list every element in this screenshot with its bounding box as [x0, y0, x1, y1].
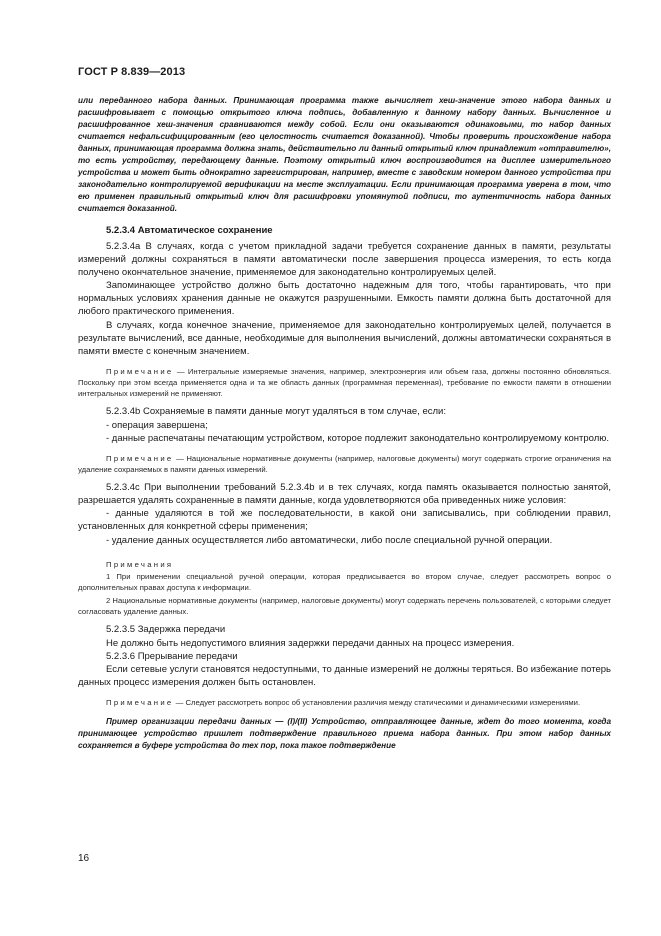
note-text: — Следует рассмотреть вопрос об установлении различия между статическими и динамическими измерениями.	[173, 697, 581, 707]
paragraph-5235: Не должно быть недопустимого влияния задержки передачи данных на процесс измерения.	[106, 637, 515, 649]
note-text: — Интегральные измеряемые значения, например, электроэнергия или объем газа, должны постоянно обновляться. Поскольку при этом всегда применяется одна и та же область данных (программная переменная), требование по емкости памяти в отношении интегральных измерений не применяют.	[78, 366, 611, 399]
note-national-documents	[78, 453, 611, 475]
example-paragraph: Пример организации передачи данных — (I)/(II) Устройство, отправляющее данные, ждет до того момента, когда принимающее устройство пришлет подтверждение правильного приема набора данных. При этом набор данных сохраняется в буфере устройства до тех пор, пока такое подтверждение	[78, 717, 611, 751]
note-text: — Национальные нормативные документы (например, налоговые документы) могут содержать строгие ограничения на удаление сохраняемых в памяти данных измерений.	[78, 453, 611, 474]
list-item: - данные распечатаны печатающим устройством, которое подлежит законодательно контролируемому контролю.	[106, 432, 609, 444]
paragraph-5234a: 5.2.3.4a В случаях, когда с учетом прикладной задачи требуется сохранение данных в памяти, результаты измерений должны сохраняться в памяти автоматически после завершения процесса измерения, то есть когда получено окончательное значение, применяемое для законодательно контролируемых целей.	[78, 241, 611, 279]
section-heading-5235: 5.2.3.5 Задержка передачи	[106, 624, 226, 636]
list-item: - удаление данных осуществляется либо автоматически, либо после специальной ручной операции.	[106, 534, 553, 546]
note-integral-values	[78, 366, 611, 400]
note-static-dynamic	[78, 697, 611, 708]
note-label: Примечание	[106, 453, 174, 463]
list-item: - данные удаляются в той же последовательности, в какой они записывались, при соблюдении правил, установленных для конкретной сферы применения;	[78, 508, 611, 533]
section-heading-5236: 5.2.3.6 Прерывание передачи	[106, 650, 238, 662]
intro-italic-paragraph: или переданного набора данных. Принимающая программа также вычисляет хеш-значение этого набора данных и расшифровывает с помощью открытого ключа подпись, добавленную к данному набору данных. Вычисленное и расшифрованное хеш-значения сравниваются между собой. Если они оказываются одинаковыми, то набор данных считается нефальсифицированным (его целостность считается доказанной). Чтобы проверить происхождение набора данных, принимающая программа должна знать, действительно ли данный открытый ключ принадлежит «отправителю», то есть устройству, передающему данные. Поэтому открытый ключ воспроизводится на дисплее измерительного устройства и может быть однократно зарегистрирован, например, вместе с заводским номером данного устройства при законодательно контролируемой верификации на месте эксплуатации. Если принимающая программа уверена в том, что ею применен правильный открытый ключ для расшифровки упомянутой подписи, то аутентичность набора данных считается доказанной.	[78, 96, 611, 213]
list-item: - операция завершена;	[106, 419, 208, 431]
note-item: 2 Национальные нормативные документы (например, налоговые документы) могут содержать перечень пользователей, с которыми следует согласовать удаление данных.	[78, 596, 611, 617]
note-label: Примечание	[106, 697, 174, 707]
notes-title: Примечания	[106, 559, 174, 569]
paragraph-computed-values: В случаях, когда конечное значение, применяемое для законодательно контролируемых целей, получается в результате вычислений, все данные, необходимые для выполнения вычислений, должны автоматически сохраняться в памяти вместе с конечным значением.	[78, 319, 611, 357]
note-item: 1 При применении специальной ручной операции, которая предписывается во втором случае, следует рассмотреть вопрос о дополнительных правах доступа к информации.	[78, 571, 611, 592]
paragraph-storage-reliability: Запоминающее устройство должно быть достаточно надежным для того, чтобы гарантировать, что при нормальных условиях хранения данные не окажутся разрушенными. Емкость памяти должна быть достаточной для любого практического применения.	[78, 280, 611, 318]
paragraph-5234b: 5.2.3.4b Сохраняемые в памяти данные могут удаляться в том случае, если:	[106, 406, 446, 418]
paragraph-5234c: 5.2.3.4c При выполнении требований 5.2.3.4b и в тех случаях, когда память оказывается полностью занятой, разрешается удалять сохраненные в памяти данные, когда удовлетворяются оба приведенных ниже условия:	[78, 482, 611, 507]
page-content	[78, 95, 611, 752]
note-label: Примечание	[106, 366, 174, 376]
section-heading-5234: 5.2.3.4 Автоматическое сохранение	[106, 225, 273, 236]
page-number: 16	[78, 853, 90, 864]
document-header: ГОСТ Р 8.839—2013	[78, 66, 186, 78]
paragraph-5236: Если сетевые услуги становятся недоступными, то данные измерений не должны теряться. Во избежание потерь данных процесс измерения должен быть остановлен.	[78, 663, 611, 688]
